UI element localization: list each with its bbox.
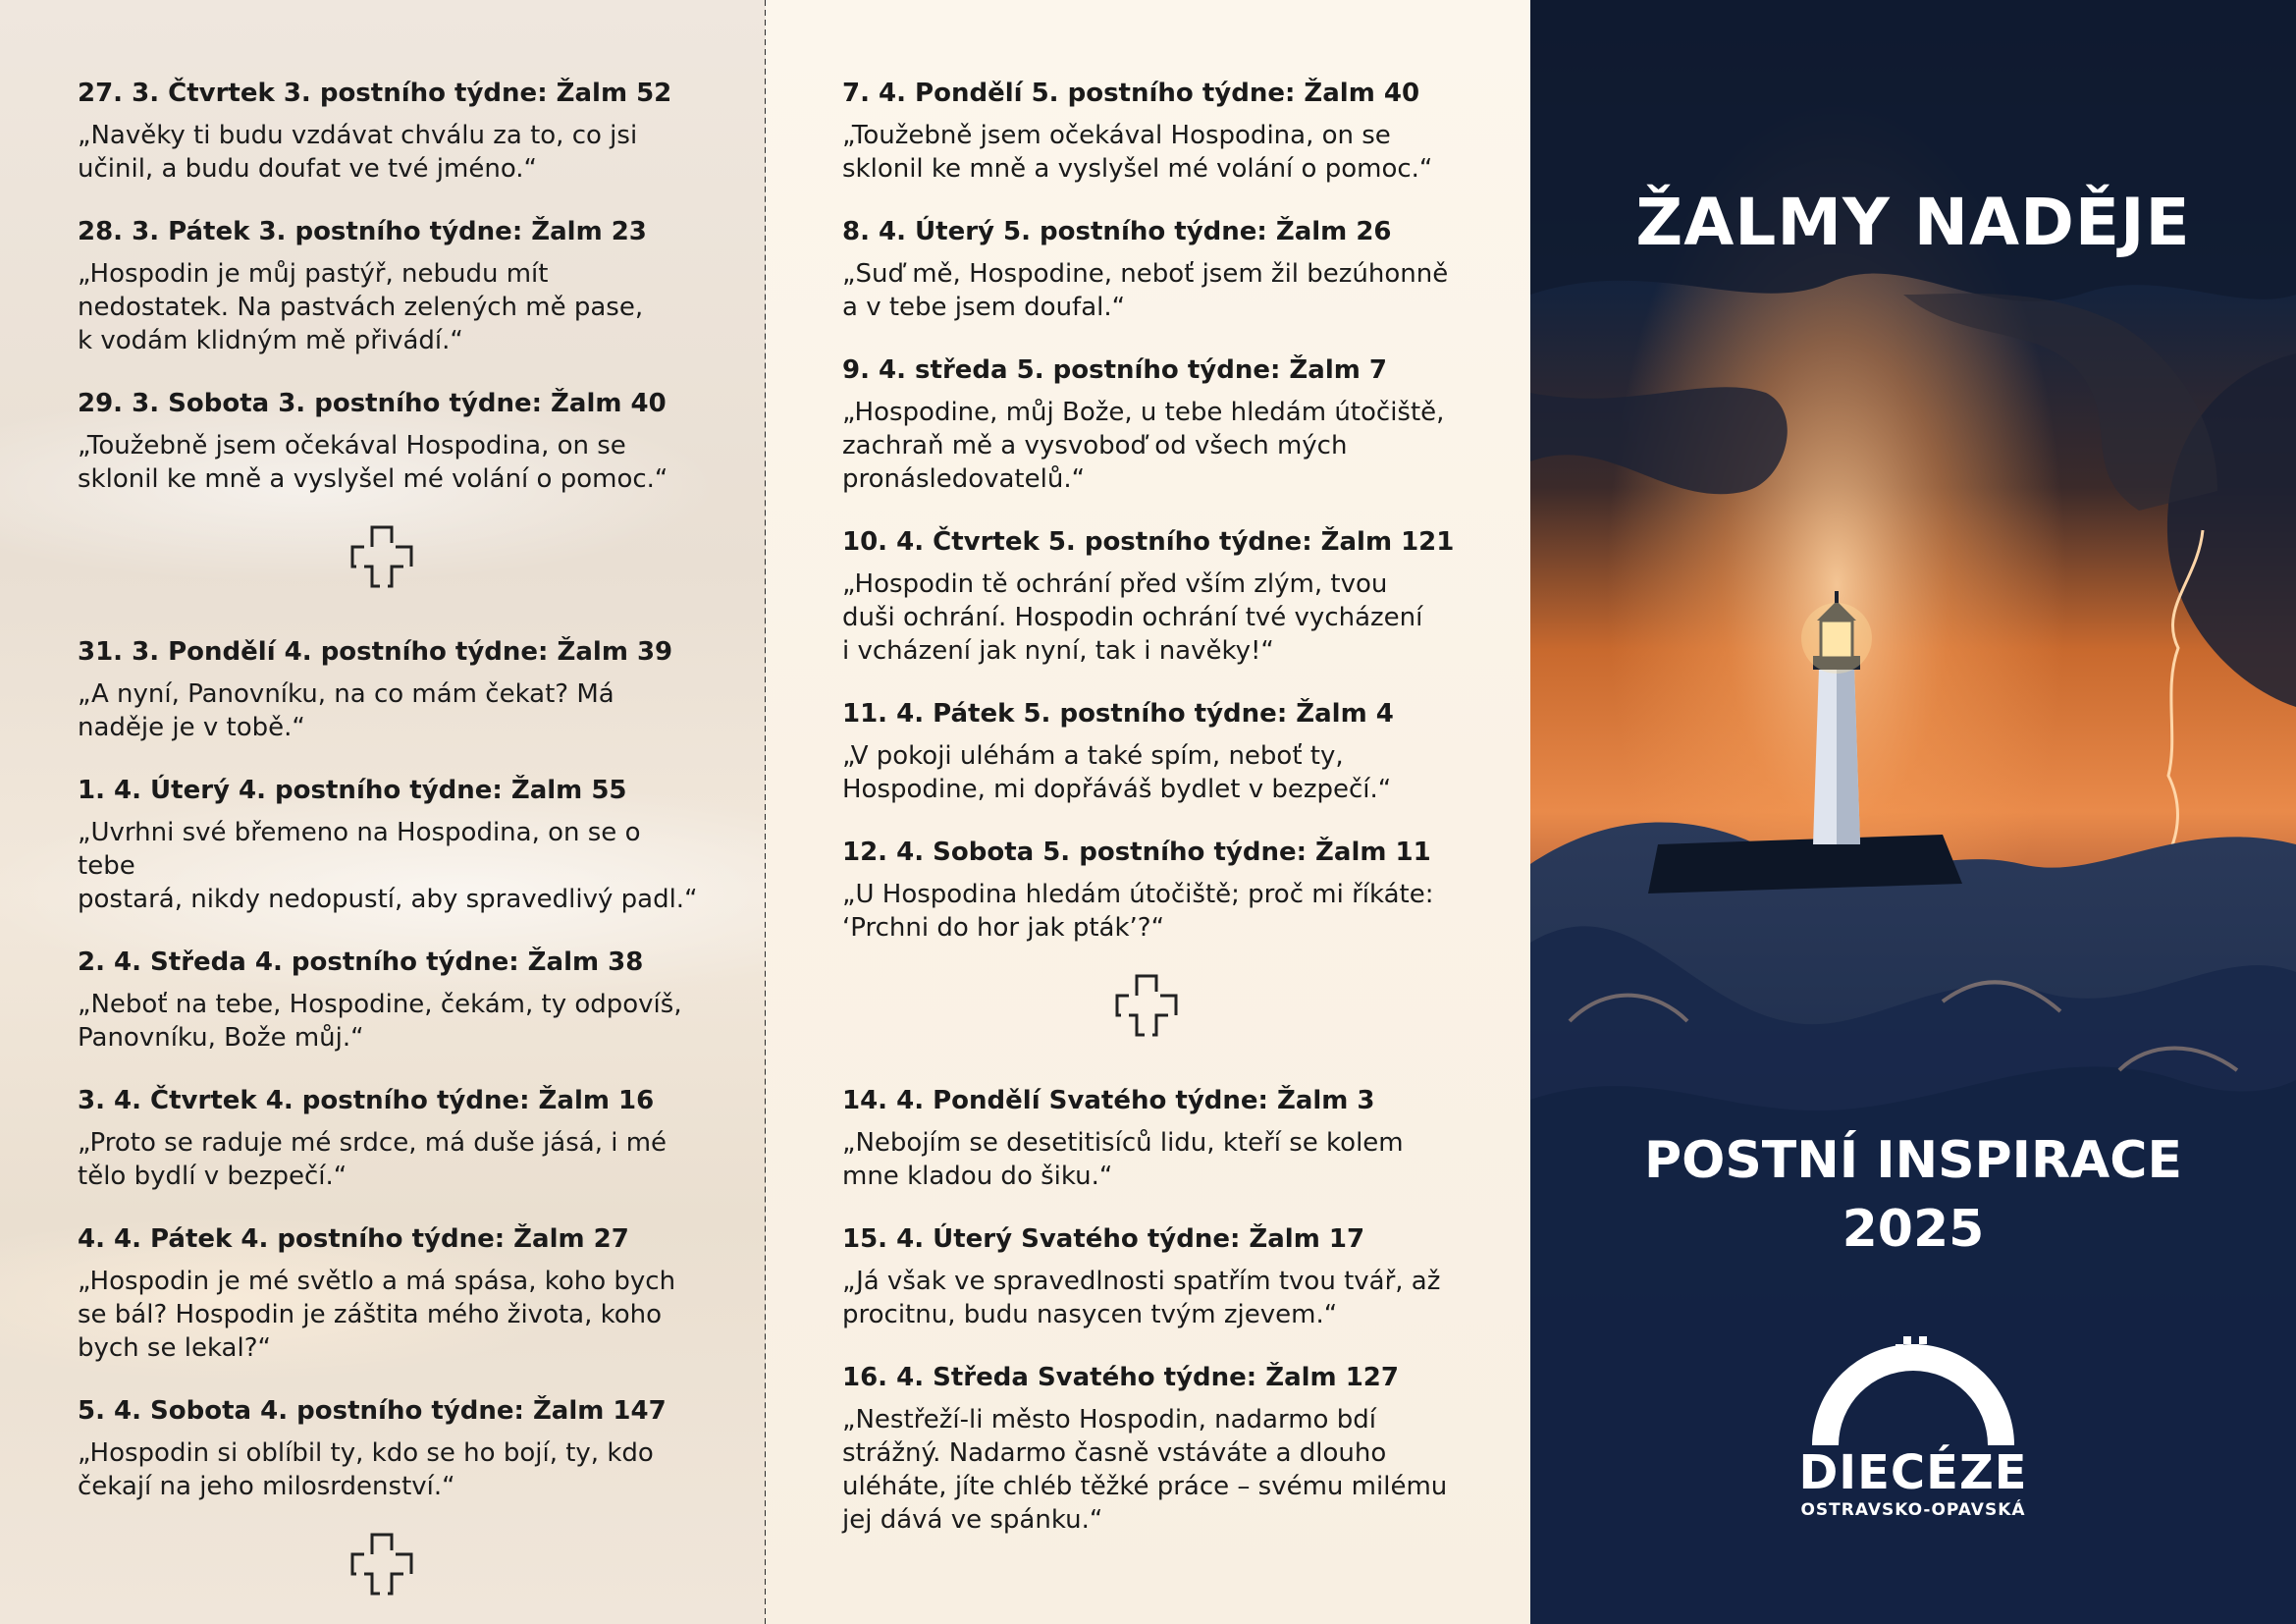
cover-title: ŽALMY NADĚJE: [1635, 185, 2191, 260]
entry-quote: „Uvrhni své břemeno na Hospodina, on se o tebe postará, nikdy nedopustí, aby spravedlivý padl.“: [78, 818, 698, 914]
psalm-entry: [78, 946, 706, 1055]
cover-year: 2025: [1842, 1200, 1985, 1259]
entry-heading: 10. 4. Čtvrtek 5. postního týdne: Žalm 121: [842, 527, 1455, 557]
entry-quote: „Nebojím se desetitisíců lidu, kteří se kolem mne kladou do šiku.“: [842, 1128, 1404, 1191]
psalm-entry: [78, 387, 706, 496]
entry-quote: „A nyní, Panovníku, na co mám čekat? Má naděje je v tobě.“: [78, 679, 614, 742]
entry-heading: 16. 4. Středa Svatého týdne: Žalm 127: [842, 1363, 1399, 1392]
psalm-entry: [842, 215, 1470, 324]
entry-quote: „Toužebně jsem očekával Hospodina, on se sklonil ke mně a vyslyšel mé volání o pomoc.“: [842, 121, 1433, 184]
entry-quote: „Hospodine, můj Bože, u tebe hledám útočiště, zachraň mě a vysvoboď od všech mých pronásledovatelů.“: [842, 398, 1445, 494]
entry-heading: 5. 4. Sobota 4. postního týdne: Žalm 147: [78, 1396, 667, 1426]
entry-heading: 28. 3. Pátek 3. postního týdne: Žalm 23: [78, 217, 647, 246]
entry-heading: 3. 4. Čtvrtek 4. postního týdne: Žalm 16: [78, 1086, 655, 1115]
psalm-entry: [842, 525, 1470, 668]
entry-heading: 14. 4. Pondělí Svatého týdne: Žalm 3: [842, 1086, 1375, 1115]
entry-heading: 9. 4. středa 5. postního týdne: Žalm 7: [842, 355, 1387, 385]
psalm-entry: [842, 697, 1470, 806]
psalm-entry: [78, 1222, 706, 1365]
entry-quote: „Navěky ti budu vzdávat chválu za to, co jsi učinil, a budu doufat ve tvé jméno.“: [78, 121, 638, 184]
entry-heading: 1. 4. Úterý 4. postního týdne: Žalm 55: [78, 776, 627, 805]
entry-quote: „Toužebně jsem očekával Hospodina, on se sklonil ke mně a vyslyšel mé volání o pomoc.“: [78, 431, 668, 494]
entry-heading: 27. 3. Čtvrtek 3. postního týdne: Žalm 52: [78, 79, 672, 108]
entry-heading: 29. 3. Sobota 3. postního týdne: Žalm 40: [78, 389, 667, 418]
entry-quote: „Suď mě, Hospodine, neboť jsem žil bezúhonně a v tebe jsem doufal.“: [842, 259, 1449, 322]
cross-icon-graphic: [350, 525, 413, 588]
psalm-entry: [78, 635, 706, 744]
entry-quote: „Hospodin tě ochrání před vším zlým, tvou duši ochrání. Hospodin ochrání tvé vycházení i vcházení jak nyní, tak i navěky!“: [842, 569, 1423, 666]
psalm-entry: [842, 1084, 1470, 1193]
entry-heading: 12. 4. Sobota 5. postního týdne: Žalm 11: [842, 838, 1431, 867]
entry-heading: 4. 4. Pátek 4. postního týdne: Žalm 27: [78, 1224, 629, 1254]
cross-icon: [78, 1533, 706, 1596]
psalm-list-left: [78, 77, 706, 1624]
psalm-entry: [842, 77, 1470, 186]
psalm-entry: [842, 353, 1470, 496]
entry-quote: „Já však ve spravedlnosti spatřím tvou tvář, až procitnu, budu nasycen tvým zjevem.“: [842, 1267, 1441, 1329]
entry-heading: 7. 4. Pondělí 5. postního týdne: Žalm 40: [842, 79, 1420, 108]
left-panel: [0, 0, 766, 1624]
entry-heading: 2. 4. Středa 4. postního týdne: Žalm 38: [78, 947, 644, 977]
cover-panel: [1530, 0, 2296, 1624]
entry-quote: „Hospodin si oblíbil ty, kdo se ho bojí, ty, kdo čekají na jeho milosrdenství.“: [78, 1438, 654, 1501]
psalm-entry: [78, 215, 706, 357]
psalm-list-middle: [842, 77, 1470, 1566]
entry-quote: „Nestřeží-li město Hospodin, nadarmo bdí strážný. Nadarmo časně vstáváte a dlouho uléháte, jíte chléb těžké práce – svému milému jej dává ve spánku.“: [842, 1405, 1448, 1535]
psalm-entry: [842, 1361, 1470, 1537]
entry-quote: „U Hospodina hledám útočiště; proč mi říkáte: ‘Prchni do hor jak pták’?“: [842, 880, 1434, 943]
entry-quote: „Proto se raduje mé srdce, má duše jásá, i mé tělo bydlí v bezpečí.“: [78, 1128, 667, 1191]
cross-icon-graphic: [350, 1533, 413, 1596]
psalm-entry: [78, 77, 706, 186]
entry-heading: 11. 4. Pátek 5. postního týdne: Žalm 4: [842, 699, 1394, 729]
cover-subtitle: POSTNÍ INSPIRACE: [1644, 1131, 2182, 1190]
entry-quote: „Hospodin je můj pastýř, nebudu mít nedostatek. Na pastvách zelených mě pase, k vodám klidným mě přivádí.“: [78, 259, 644, 355]
psalm-entry: [78, 1394, 706, 1503]
entry-heading: 15. 4. Úterý Svatého týdne: Žalm 17: [842, 1224, 1365, 1254]
cross-icon: [842, 974, 1470, 1037]
entry-quote: „V pokoji uléhám a také spím, neboť ty, Hospodine, mi dopřáváš bydlet v bezpečí.“: [842, 741, 1392, 804]
entry-heading: 8. 4. Úterý 5. postního týdne: Žalm 26: [842, 217, 1392, 246]
entry-quote: „Neboť na tebe, Hospodine, čekám, ty odpovíš, Panovníku, Bože můj.“: [78, 990, 682, 1053]
entry-quote: „Hospodin je mé světlo a má spása, koho bych se bál? Hospodin je záštita mého života, koho bych se lekal?“: [78, 1267, 676, 1363]
psalm-entry: [842, 1222, 1470, 1331]
logo-subtitle: OSTRAVSKO-OPAVSKÁ: [1800, 1500, 2026, 1520]
psalm-entry: [78, 774, 706, 916]
middle-panel: [766, 0, 1530, 1624]
psalm-entry: [842, 836, 1470, 945]
entry-heading: 31. 3. Pondělí 4. postního týdne: Žalm 39: [78, 637, 673, 667]
cross-icon: [78, 525, 706, 588]
logo-name: DIECÉZE: [1798, 1445, 2028, 1500]
psalm-entry: [78, 1084, 706, 1193]
cross-icon-graphic: [1115, 974, 1178, 1037]
